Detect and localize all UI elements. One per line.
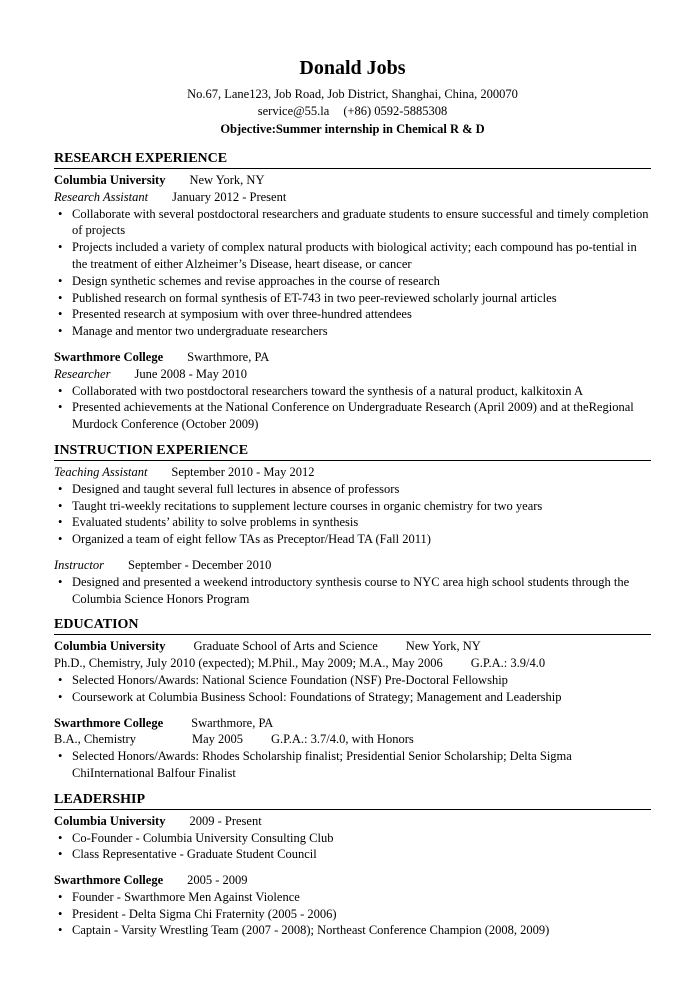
dates: 2005 - 2009 — [187, 873, 248, 888]
school: Graduate School of Arts and Science — [193, 639, 378, 654]
location: Swarthmore, PA — [187, 349, 270, 364]
list-item: • Collaborated with two postdoctoral researchers toward the synthesis of a natural product, kalkitoxin A — [58, 383, 583, 398]
location: New York, NY — [405, 639, 481, 654]
dates: June 2008 - May 2010 — [134, 366, 247, 381]
entry-swarthmore-education — [54, 715, 651, 782]
role: Instructor — [54, 557, 104, 572]
list-item: • Designed and presented a weekend introductory synthesis course to NYC area high school students through the Columbia Science Honors Program — [58, 574, 630, 606]
entry-columbia-research — [54, 172, 651, 340]
entry-instructor — [54, 557, 651, 607]
graduation-date: May 2005 — [191, 732, 243, 747]
org-name: Swarthmore College — [54, 349, 164, 364]
org-name: Columbia University — [54, 639, 166, 654]
list-item: • Evaluated students’ ability to solve problems in synthesis — [58, 515, 359, 530]
org-name: Columbia University — [54, 813, 166, 828]
location: Swarthmore, PA — [191, 715, 274, 730]
degree: Ph.D., Chemistry, July 2010 (expected); M.Phil., May 2009; M.A., May 2006 — [54, 656, 443, 671]
entry-teaching-assistant — [54, 464, 651, 548]
section-research — [54, 151, 651, 433]
entry-swarthmore-leadership — [54, 872, 651, 939]
list-item: • Captain - Varsity Wrestling Team (2007 - 2008); Northeast Conference Champion (2008, 2009) — [58, 923, 550, 938]
section-education — [54, 617, 651, 781]
section-title: LEADERSHIP — [54, 792, 651, 810]
entry-columbia-leadership — [54, 813, 651, 863]
list-item: • Projects included a variety of complex natural products with biological activity; each compound has po-tential in the treatment of either Alzheimer’s Disease, heart disease, or cancer — [58, 240, 637, 271]
section-title: INSTRUCTION EXPERIENCE — [54, 443, 651, 461]
section-title: EDUCATION — [54, 617, 651, 635]
list-item: • Founder - Swarthmore Men Against Violence — [58, 889, 300, 904]
list-item: • Collaborate with several postdoctoral researchers and graduate students to ensure successful and timely completion of projects — [58, 206, 649, 238]
dates: 2009 - Present — [189, 813, 262, 828]
phone: (+86) 0592-5885308 — [343, 104, 448, 118]
list-item: • Organized a team of eight fellow TAs as Preceptor/Head TA (Fall 2011) — [58, 532, 431, 547]
section-instruction — [54, 443, 651, 607]
list-item: • Coursework at Columbia Business School: Foundations of Strategy; Management and Leadership — [58, 689, 562, 704]
list-item: • Class Representative - Graduate Student Council — [58, 847, 317, 862]
candidate-name: Donald Jobs — [299, 57, 406, 79]
list-item: • Co-Founder - Columbia University Consulting Club — [58, 830, 334, 845]
list-item: • President - Delta Sigma Chi Fraternity (2005 - 2006) — [58, 906, 337, 921]
dates: January 2012 - Present — [172, 189, 287, 204]
list-item: • Designed and taught several full lectures in absence of professors — [58, 481, 400, 496]
list-item: • Design synthetic schemes and revise approaches in the course of research — [58, 273, 440, 288]
section-leadership — [54, 792, 651, 940]
email: service@55.la — [257, 104, 330, 118]
dates: September 2010 - May 2012 — [171, 464, 315, 479]
degree: B.A., Chemistry — [54, 732, 136, 747]
list-item: • Selected Honors/Awards: Rhodes Scholarship finalist; Presidential Senior Scholarship; Delta Sigma ChiInternational Balfour Finalist — [58, 749, 572, 780]
list-item: • Selected Honors/Awards: National Science Foundation (NSF) Pre-Doctoral Fellowship — [58, 672, 508, 687]
org-name: Swarthmore College — [54, 715, 164, 730]
section-title: RESEARCH EXPERIENCE — [54, 151, 651, 169]
dates: September - December 2010 — [128, 557, 272, 572]
role: Research Assistant — [54, 189, 149, 204]
list-item: • Presented achievements at the National Conference on Undergraduate Research (April 2009) and at theRegional Murdock Conference (October 2009) — [58, 400, 634, 432]
entry-swarthmore-research — [54, 349, 651, 433]
objective: Objective:Summer internship in Chemical R & D — [220, 122, 485, 136]
list-item: • Published research on formal synthesis of ET-743 in two peer-reviewed scholarly journal articles — [58, 290, 557, 305]
entry-columbia-education — [54, 638, 651, 705]
list-item: • Manage and mentor two undergraduate researchers — [58, 324, 328, 339]
address: No.67, Lane123, Job Road, Job District, Shanghai, China, 200070 — [187, 87, 518, 101]
list-item: • Presented research at symposium with over three-hundred attendees — [58, 307, 412, 322]
location: New York, NY — [189, 173, 265, 187]
gpa: G.P.A.: 3.7/4.0, with Honors — [271, 732, 414, 747]
role: Teaching Assistant — [54, 464, 148, 479]
list-item: • Taught tri-weekly recitations to supplement lecture courses in organic chemistry for two years — [58, 498, 543, 513]
contact-line — [54, 103, 651, 120]
org-name: Columbia University — [54, 173, 166, 187]
gpa: G.P.A.: 3.9/4.0 — [470, 656, 546, 671]
org-name: Swarthmore College — [54, 873, 164, 888]
role: Researcher — [54, 366, 111, 381]
